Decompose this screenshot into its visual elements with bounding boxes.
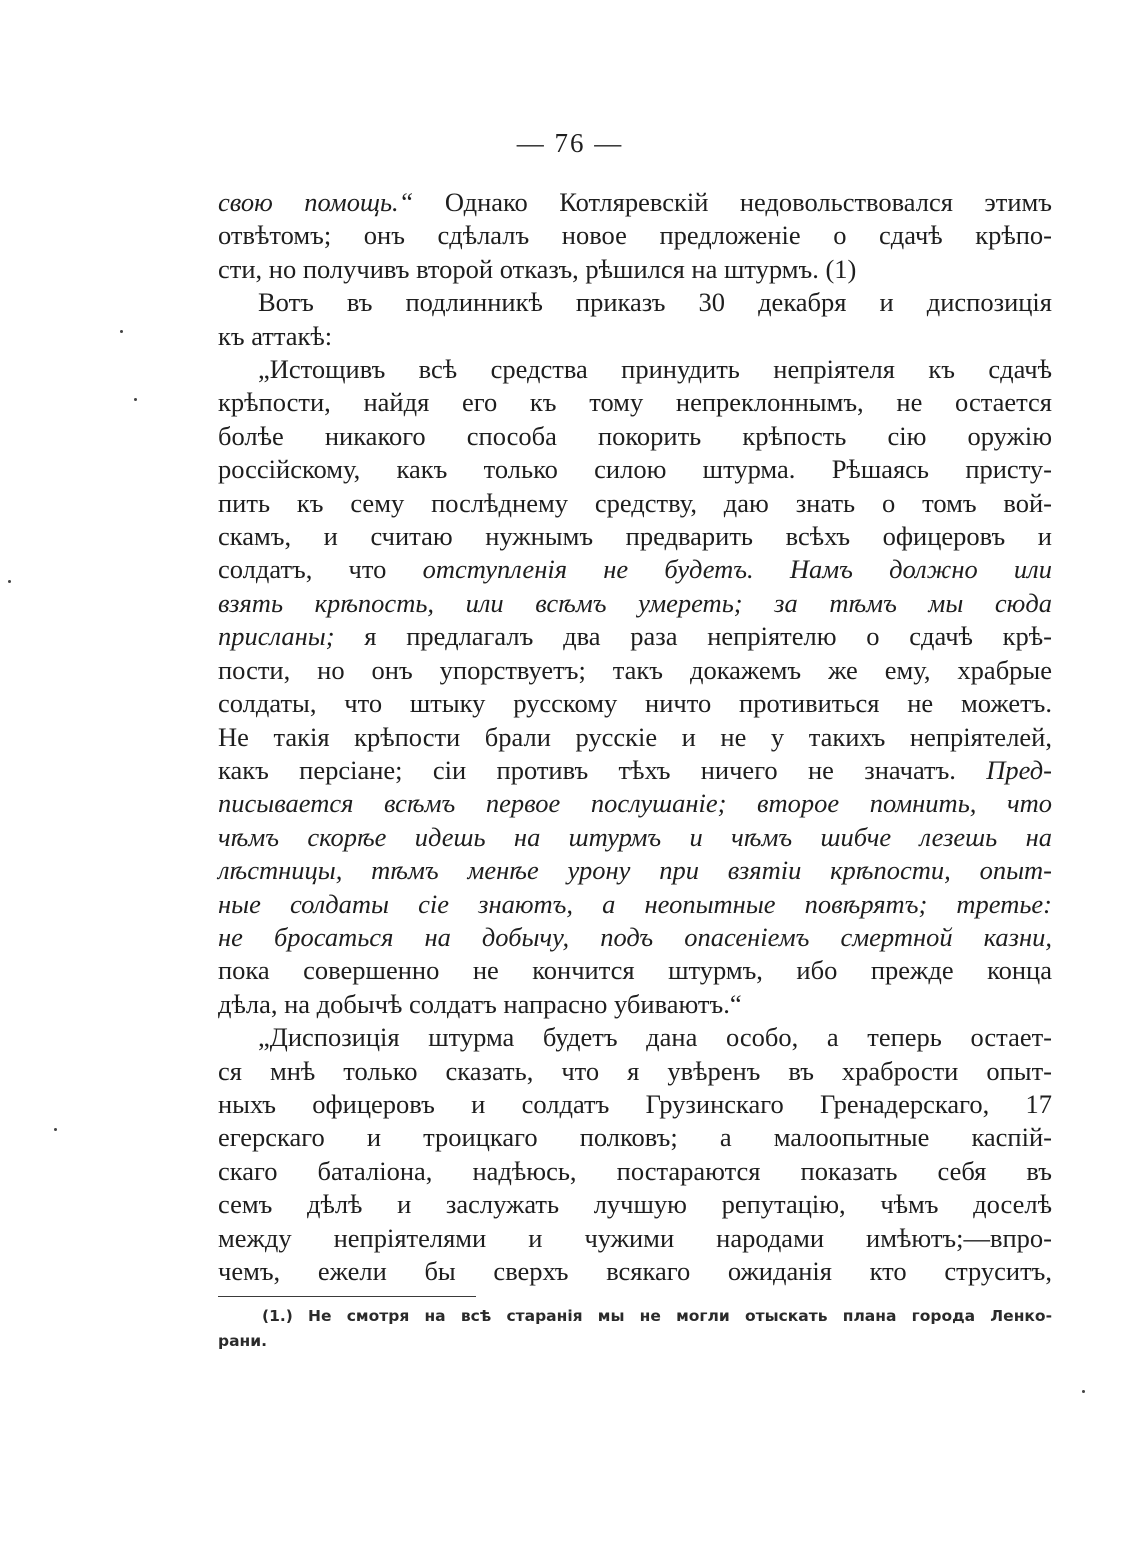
italic-text: присланы; bbox=[218, 621, 335, 652]
text-line bbox=[218, 687, 1052, 720]
scan-speck bbox=[1082, 1390, 1085, 1393]
text-run: чемъ, ежели бы сверхъ всякаго ожиданія кто струситъ, bbox=[218, 1256, 1052, 1286]
footnote-line: рани. bbox=[218, 1332, 268, 1350]
text-line bbox=[218, 553, 1052, 586]
text-line bbox=[218, 754, 1052, 787]
text-run: Вотъ въ подлинникѣ приказъ 30 декабря и диспозиція bbox=[258, 287, 1052, 318]
text-run: между непріятелями и чужими народами имѣютъ;—впро- bbox=[218, 1222, 1052, 1253]
scan-speck bbox=[134, 398, 137, 401]
text-line bbox=[218, 1222, 1052, 1255]
text-line bbox=[218, 821, 1052, 854]
text-run: „Диспозиція штурма будетъ дана особо, а теперь остает- bbox=[258, 1022, 1052, 1053]
text-line bbox=[218, 186, 1052, 219]
footnote-divider bbox=[218, 1296, 476, 1297]
main-text bbox=[218, 186, 1052, 1288]
text-run: солдаты, что штыку русскому ничто противиться не можетъ. bbox=[218, 688, 1052, 719]
text-run: пока совершенно не кончится штурмъ, ибо прежде конца bbox=[218, 955, 1052, 986]
text-run: Однако Котляревскій недовольствовался этимъ bbox=[413, 187, 1052, 217]
text-run: скамъ, и считаю нужнымъ предварить всѣхъ офицеровъ и bbox=[218, 521, 1052, 552]
text-line bbox=[218, 386, 1052, 419]
text-run: егерскаго и троицкаго полковъ; а малоопытные каспій- bbox=[218, 1122, 1052, 1153]
text-run: къ аттакѣ: bbox=[218, 320, 333, 351]
text-run: дѣла, на добычѣ солдатъ напрасно убиваютъ.“ bbox=[218, 988, 742, 1019]
text-line bbox=[218, 420, 1052, 453]
text-run: ныхъ офицеровъ и солдатъ Грузинскаго Гренадерскаго, 17 bbox=[218, 1088, 1052, 1119]
scan-speck bbox=[8, 580, 11, 583]
text-run: пости, но онъ упорствуетъ; такъ докажемъ же ему, храбрые bbox=[218, 654, 1052, 685]
italic-text: отступленія не будетъ. Намъ должно или bbox=[422, 554, 1052, 585]
text-line bbox=[218, 1055, 1052, 1088]
text-line bbox=[218, 320, 1052, 353]
text-run: какъ персіане; сіи противъ тѣхъ ничего не значатъ. bbox=[218, 754, 987, 785]
text-line bbox=[218, 1021, 1052, 1054]
text-line bbox=[218, 988, 1052, 1021]
text-run: пить къ сему послѣднему средству, даю знать о томъ вой- bbox=[218, 487, 1052, 518]
italic-text: ные солдаты сіе знаютъ, а неопытные повѣрятъ; третье: bbox=[218, 888, 1052, 919]
text-line bbox=[218, 520, 1052, 553]
footnote bbox=[218, 1304, 1052, 1354]
text-line bbox=[218, 854, 1052, 887]
text-run: Не такія крѣпости брали русскіе и не у такихъ непріятелей, bbox=[218, 721, 1052, 752]
footnote-line: (1.) Не смотря на всѣ старанія мы не могли отыскать плана города Ленко- bbox=[262, 1307, 1052, 1325]
text-run: я предлагалъ два раза непріятелю о сдачѣ крѣ- bbox=[334, 621, 1052, 652]
text-run: россійскому, какъ только силою штурма. Рѣшаясь присту- bbox=[218, 454, 1052, 485]
text-line bbox=[218, 1121, 1052, 1154]
italic-text: взять крѣпость, или всѣмъ умереть; за тѣмъ мы сюда bbox=[218, 587, 1052, 618]
scan-speck bbox=[54, 1128, 57, 1131]
text-line bbox=[218, 453, 1052, 486]
italic-text: чѣмъ скорѣе идешь на штурмъ и чѣмъ шибче лезешь на bbox=[218, 821, 1052, 852]
italic-text: свою помощь.“ bbox=[218, 187, 414, 217]
text-line bbox=[218, 487, 1052, 520]
text-line bbox=[218, 888, 1052, 921]
text-line bbox=[218, 353, 1052, 386]
text-line bbox=[218, 1155, 1052, 1188]
italic-text: писывается всѣмъ первое послушаніе; второе помнить, что bbox=[218, 788, 1052, 819]
page-number: — 76 — bbox=[516, 128, 624, 158]
text-line bbox=[218, 1188, 1052, 1221]
text-run: болѣе никакого способа покорить крѣпость сію оружію bbox=[218, 420, 1052, 451]
text-line bbox=[218, 253, 1052, 286]
text-run: семъ дѣлѣ и заслужать лучшую репутацію, чѣмъ доселѣ bbox=[218, 1189, 1052, 1220]
italic-text: не бросаться на добычу, подъ опасеніемъ смертной казни, bbox=[218, 921, 1052, 952]
text-run: ся мнѣ только сказать, что я увѣренъ въ храбрости опыт- bbox=[218, 1055, 1052, 1086]
text-line bbox=[218, 620, 1052, 653]
text-run: сти, но получивъ второй отказъ, рѣшился на штурмъ. (1) bbox=[218, 253, 857, 284]
text-run: „Истощивъ всѣ средства принудить непріятеля къ сдачѣ bbox=[258, 354, 1052, 385]
text-line bbox=[218, 587, 1052, 620]
text-run: отвѣтомъ; онъ сдѣлалъ новое предложеніе о сдачѣ крѣпо- bbox=[218, 220, 1052, 251]
text-line bbox=[218, 1255, 1052, 1288]
text-line bbox=[218, 787, 1052, 820]
text-line bbox=[218, 654, 1052, 687]
text-line bbox=[218, 1088, 1052, 1121]
text-line bbox=[218, 721, 1052, 754]
text-run: скаго баталіона, надѣюсь, постараются показать себя въ bbox=[218, 1155, 1052, 1186]
italic-text: лѣстницы, тѣмъ менѣе урону при взятіи крѣпости, опыт- bbox=[218, 855, 1052, 886]
text-line bbox=[218, 954, 1052, 987]
text-run: крѣпости, найдя его къ тому непреклоннымъ, не остается bbox=[218, 387, 1052, 418]
scan-speck bbox=[120, 330, 123, 333]
italic-text: Пред- bbox=[986, 754, 1052, 785]
text-line bbox=[218, 219, 1052, 252]
text-line bbox=[218, 921, 1052, 954]
text-run: солдатъ, что bbox=[218, 554, 423, 585]
text-line bbox=[218, 286, 1052, 319]
